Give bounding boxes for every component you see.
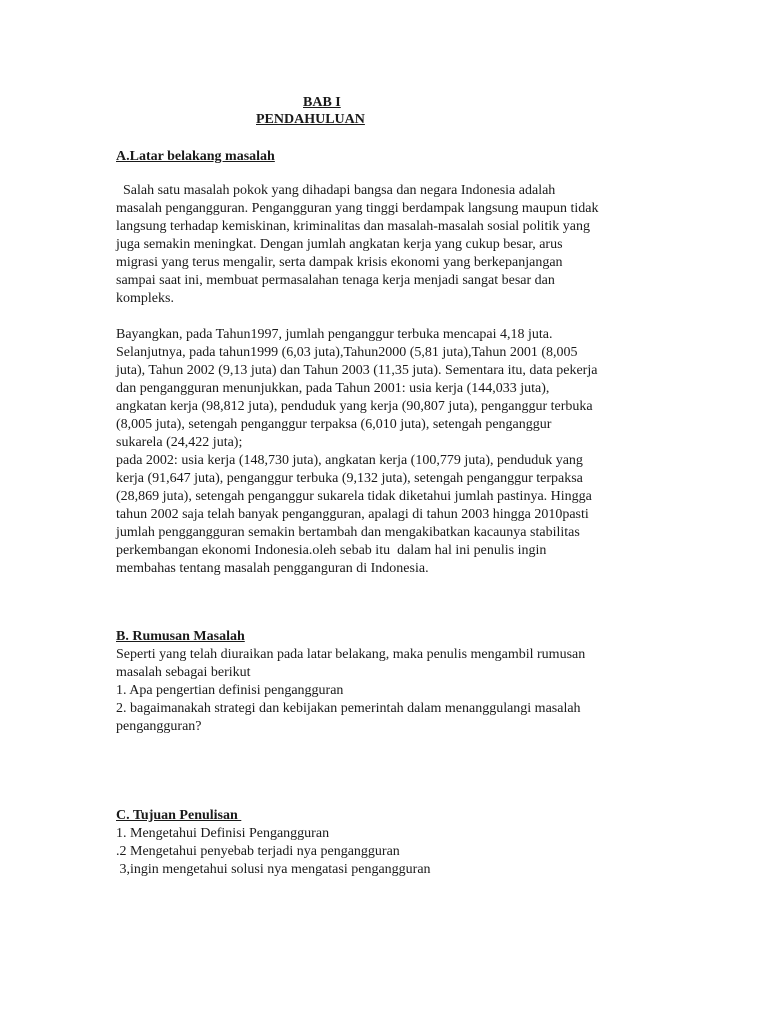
paragraph-line: migrasi yang terus mengalir, serta dampak krisis ekonomi yang berkepanjangan [116, 255, 563, 270]
paragraph-line: Bayangkan, pada Tahun1997, jumlah penganggur terbuka mencapai 4,18 juta. [116, 327, 553, 342]
paragraph-line: tahun 2002 saja telah banyak pengangguran, apalagi di tahun 2003 hingga 2010pasti [116, 507, 589, 522]
paragraph-line: membahas tentang masalah pengganguran di Indonesia. [116, 561, 429, 576]
list-item: .2 Mengetahui penyebab terjadi nya pengangguran [116, 844, 400, 859]
paragraph-line: kerja (91,647 juta), penganggur terbuka (9,132 juta), setengah penganggur terpaksa [116, 471, 583, 486]
chapter-number: BAB I [303, 95, 341, 110]
list-item: 1. Mengetahui Definisi Pengangguran [116, 826, 330, 841]
paragraph-line: masalah sebagai berikut [116, 665, 251, 680]
list-item-continuation: pengangguran? [116, 719, 202, 734]
section-a-heading: A.Latar belakang masalah [116, 149, 275, 164]
paragraph-line: jumlah penggangguran semakin bertambah dan mengakibatkan kacaunya stabilitas [116, 525, 580, 540]
section-b-heading: B. Rumusan Masalah [116, 629, 245, 644]
list-item: 3,ingin mengetahui solusi nya mengatasi pengangguran [116, 862, 431, 877]
paragraph-line: juga semakin meningkat. Dengan jumlah angkatan kerja yang cukup besar, arus [116, 237, 563, 252]
paragraph-line: juta), Tahun 2002 (9,13 juta) dan Tahun 2003 (11,35 juta). Sementara itu, data pekerja [116, 363, 598, 378]
paragraph-line: (28,869 juta), setengah penganggur sukarela tidak diketahui jumlah pastinya. Hingga [116, 489, 592, 504]
paragraph-line: masalah pengangguran. Pengangguran yang tinggi berdampak langsung maupun tidak [116, 201, 599, 216]
paragraph-line: pada 2002: usia kerja (148,730 juta), angkatan kerja (100,779 juta), penduduk yang [116, 453, 583, 468]
chapter-title: PENDAHULUAN [256, 112, 365, 127]
paragraph-line: dan pengangguran menunjukkan, pada Tahun 2001: usia kerja (144,033 juta), [116, 381, 550, 396]
paragraph-line: sukarela (24,422 juta); [116, 435, 243, 450]
paragraph-line: sampai saat ini, membuat permasalahan tenaga kerja menjadi sangat besar dan [116, 273, 555, 288]
paragraph-line: kompleks. [116, 291, 174, 306]
paragraph-line: angkatan kerja (98,812 juta), penduduk yang kerja (90,807 juta), penganggur terbuka [116, 399, 593, 414]
paragraph-line: Salah satu masalah pokok yang dihadapi bangsa dan negara Indonesia adalah [116, 183, 556, 198]
list-item: 1. Apa pengertian definisi pengangguran [116, 683, 344, 698]
list-item: 2. bagaimanakah strategi dan kebijakan pemerintah dalam menanggulangi masalah [116, 701, 581, 716]
paragraph-line: perkembangan ekonomi Indonesia.oleh sebab itu dalam hal ini penulis ingin [116, 543, 547, 558]
paragraph-line: (8,005 juta), setengah penganggur terpaksa (6,010 juta), setengah penganggur [116, 417, 552, 432]
paragraph-line: langsung terhadap kemiskinan, kriminalitas dan masalah-masalah sosial politik yang [116, 219, 590, 234]
paragraph-line: Selanjutnya, pada tahun1999 (6,03 juta),Tahun2000 (5,81 juta),Tahun 2001 (8,005 [116, 345, 578, 360]
paragraph-line: Seperti yang telah diuraikan pada latar belakang, maka penulis mengambil rumusan [116, 647, 586, 662]
section-c-heading: C. Tujuan Penulisan [116, 808, 242, 823]
